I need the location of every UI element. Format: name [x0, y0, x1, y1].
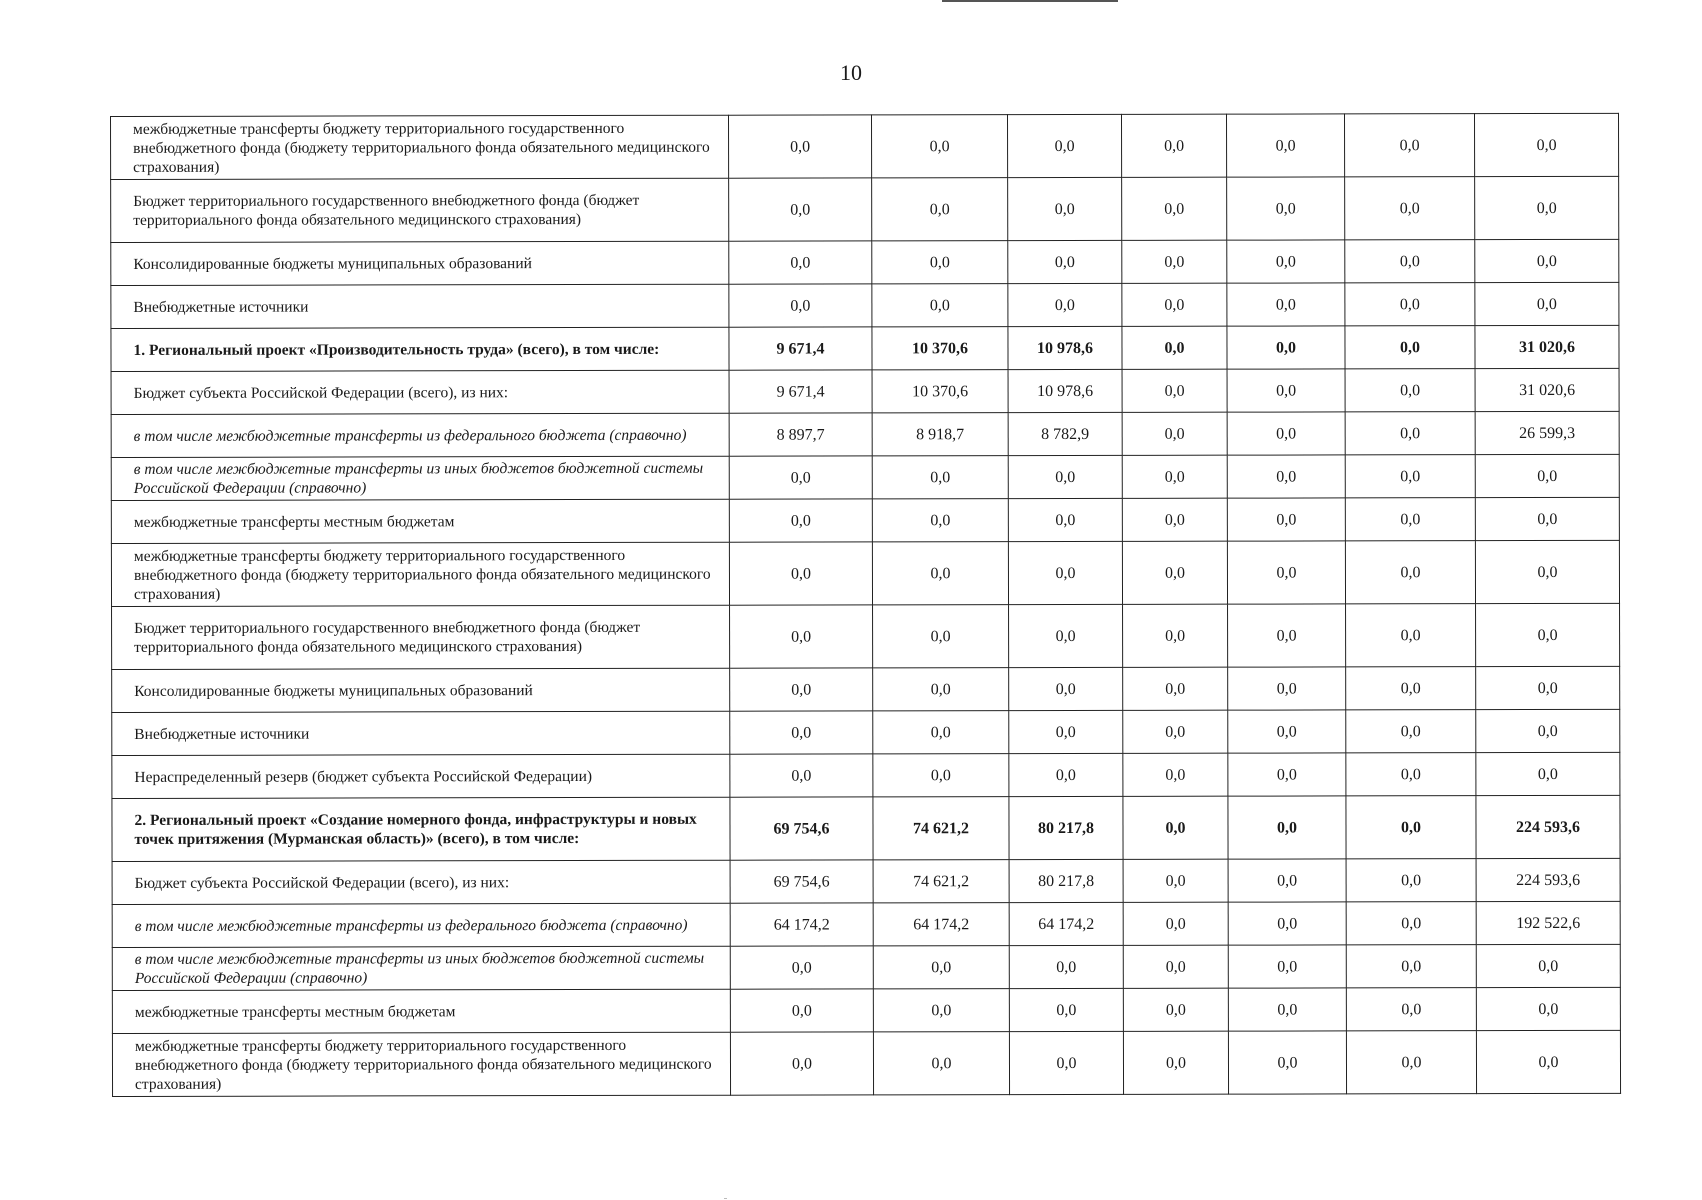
- value-cell: 0,0: [1007, 114, 1121, 177]
- value-cell: 0,0: [1345, 177, 1475, 240]
- value-cell: 10 978,6: [1008, 369, 1122, 412]
- value-cell: 0,0: [1122, 541, 1227, 604]
- value-cell: 0,0: [1009, 667, 1123, 710]
- table-row: [112, 901, 1620, 947]
- value-cell: 0,0: [872, 178, 1008, 241]
- value-cell: 0,0: [1008, 177, 1122, 240]
- table-row: [112, 1030, 1620, 1096]
- value-cell: 0,0: [1228, 604, 1346, 667]
- table-row: [112, 709, 1620, 755]
- value-cell: 74 621,2: [873, 797, 1009, 860]
- total-cell: 224 593,6: [1476, 858, 1620, 901]
- value-cell: 0,0: [1123, 859, 1228, 902]
- total-cell: 0,0: [1476, 603, 1620, 666]
- value-cell: 0,0: [1344, 114, 1474, 177]
- row-label: межбюджетные трансферты местным бюджетам: [111, 499, 729, 543]
- row-label: Бюджет территориального государственного внебюджетного фонда (бюджет территориального фонда обязательного медицинского страхования): [111, 178, 729, 242]
- value-cell: 0,0: [729, 456, 872, 499]
- value-cell: 0,0: [1345, 240, 1475, 283]
- row-label: в том числе межбюджетные трансферты из иных бюджетов бюджетной системы Российской Федерации (справочно): [112, 946, 730, 990]
- table-row: [111, 282, 1619, 328]
- value-cell: 0,0: [1121, 114, 1226, 177]
- total-cell: 0,0: [1476, 1030, 1620, 1093]
- value-cell: 0,0: [1228, 859, 1346, 902]
- value-cell: 0,0: [873, 989, 1009, 1032]
- value-cell: 0,0: [1228, 945, 1346, 988]
- value-cell: 0,0: [1122, 177, 1227, 240]
- value-cell: 0,0: [1009, 945, 1123, 988]
- total-cell: 0,0: [1475, 540, 1619, 603]
- value-cell: 0,0: [1009, 604, 1123, 667]
- total-cell: 31 020,6: [1475, 325, 1619, 368]
- value-cell: 0,0: [1346, 988, 1476, 1031]
- value-cell: 0,0: [729, 542, 872, 605]
- value-cell: 0,0: [1008, 283, 1122, 326]
- row-label: 2. Региональный проект «Создание номерного фонда, инфраструктуры и новых точек притяжения (Мурманская область)» (всего), в том числе:: [112, 797, 730, 861]
- value-cell: 0,0: [1123, 753, 1228, 796]
- row-label: межбюджетные трансферты бюджету территориального государственного внебюджетного фонда (бюджету территориального фонда обязательного медицинского страхования): [112, 1032, 730, 1096]
- table-row: [111, 497, 1619, 543]
- value-cell: 0,0: [1122, 369, 1227, 412]
- table-row: [112, 858, 1620, 904]
- row-label: Консолидированные бюджеты муниципальных образований: [111, 241, 729, 285]
- budget-table: [110, 113, 1621, 1097]
- value-cell: 0,0: [730, 605, 873, 668]
- value-cell: 0,0: [1228, 710, 1346, 753]
- value-cell: 0,0: [1227, 498, 1345, 541]
- value-cell: 0,0: [1123, 945, 1228, 988]
- budget-table-body: [111, 113, 1621, 1096]
- row-label: в том числе межбюджетные трансферты из федерального бюджета (справочно): [112, 903, 730, 947]
- value-cell: 0,0: [1346, 667, 1476, 710]
- value-cell: 0,0: [1227, 240, 1345, 283]
- value-cell: 0,0: [873, 711, 1009, 754]
- value-cell: 0,0: [730, 989, 873, 1032]
- value-cell: 0,0: [1346, 604, 1476, 667]
- value-cell: 0,0: [1228, 902, 1346, 945]
- value-cell: 0,0: [1346, 859, 1476, 902]
- value-cell: 0,0: [729, 499, 872, 542]
- row-label: Бюджет территориального государственного внебюджетного фонда (бюджет территориального фонда обязательного медицинского страхования): [112, 605, 730, 669]
- value-cell: 74 621,2: [873, 860, 1009, 903]
- value-cell: 0,0: [730, 1032, 873, 1095]
- value-cell: 0,0: [1345, 541, 1475, 604]
- value-cell: 0,0: [1345, 283, 1475, 326]
- total-cell: 26 599,3: [1475, 411, 1619, 454]
- value-cell: 0,0: [1346, 945, 1476, 988]
- value-cell: 0,0: [1228, 796, 1346, 859]
- value-cell: 0,0: [729, 284, 872, 327]
- value-cell: 0,0: [1345, 455, 1475, 498]
- table-row: [112, 987, 1620, 1033]
- table-row: [112, 603, 1620, 669]
- table-row-project-total: [112, 795, 1620, 861]
- value-cell: 64 174,2: [730, 903, 873, 946]
- value-cell: 0,0: [1346, 1031, 1476, 1094]
- total-cell: 0,0: [1476, 987, 1620, 1030]
- scan-artifact-line: [942, 0, 1118, 2]
- value-cell: 0,0: [873, 1032, 1009, 1095]
- value-cell: 0,0: [1123, 902, 1228, 945]
- row-label: Внебюджетные источники: [112, 711, 730, 755]
- value-cell: 0,0: [1346, 796, 1476, 859]
- table-row: [111, 368, 1619, 414]
- value-cell: 0,0: [873, 754, 1009, 797]
- total-cell: 0,0: [1476, 709, 1620, 752]
- value-cell: 0,0: [873, 668, 1009, 711]
- value-cell: 0,0: [1346, 902, 1476, 945]
- value-cell: 0,0: [1123, 604, 1228, 667]
- page-number: 10: [840, 60, 862, 85]
- value-cell: 0,0: [1227, 177, 1345, 240]
- value-cell: 9 671,4: [729, 327, 872, 370]
- value-cell: 10 370,6: [872, 327, 1008, 370]
- value-cell: 0,0: [872, 284, 1008, 327]
- value-cell: 0,0: [1122, 498, 1227, 541]
- total-cell: 0,0: [1474, 113, 1618, 176]
- value-cell: 0,0: [1227, 541, 1345, 604]
- value-cell: 0,0: [1008, 240, 1122, 283]
- value-cell: 9 671,4: [729, 370, 872, 413]
- value-cell: 0,0: [873, 946, 1009, 989]
- table-row: [111, 113, 1619, 179]
- value-cell: 0,0: [1345, 369, 1475, 412]
- row-label: межбюджетные трансферты бюджету территориального государственного внебюджетного фонда (бюджету территориального фонда обязательного медицинского страхования): [111, 115, 729, 179]
- value-cell: 0,0: [872, 241, 1008, 284]
- value-cell: 0,0: [1123, 1031, 1228, 1094]
- row-label: 1. Региональный проект «Производительность труда» (всего), в том числе:: [111, 327, 729, 371]
- value-cell: 0,0: [1122, 412, 1227, 455]
- table-row: [112, 944, 1620, 990]
- value-cell: 0,0: [1228, 1031, 1346, 1094]
- row-label: Внебюджетные источники: [111, 284, 729, 328]
- value-cell: 0,0: [1123, 988, 1228, 1031]
- value-cell: 0,0: [872, 456, 1008, 499]
- value-cell: 80 217,8: [1009, 859, 1123, 902]
- value-cell: 0,0: [1228, 988, 1346, 1031]
- value-cell: 0,0: [729, 178, 872, 241]
- row-label: в том числе межбюджетные трансферты из федерального бюджета (справочно): [111, 413, 729, 457]
- value-cell: 0,0: [728, 115, 871, 178]
- total-cell: 224 593,6: [1476, 795, 1620, 858]
- row-label: в том числе межбюджетные трансферты из иных бюджетов бюджетной системы Российской Федерации (справочно): [111, 456, 729, 500]
- value-cell: 0,0: [872, 542, 1008, 605]
- table-row: [111, 176, 1619, 242]
- value-cell: 69 754,6: [730, 860, 873, 903]
- total-cell: 0,0: [1476, 944, 1620, 987]
- value-cell: 0,0: [1123, 710, 1228, 753]
- value-cell: 80 217,8: [1009, 796, 1123, 859]
- value-cell: 0,0: [1227, 412, 1345, 455]
- value-cell: 0,0: [1346, 710, 1476, 753]
- value-cell: 0,0: [1122, 240, 1227, 283]
- value-cell: 0,0: [1227, 369, 1345, 412]
- value-cell: 64 174,2: [1009, 902, 1123, 945]
- value-cell: 0,0: [1227, 455, 1345, 498]
- row-label: межбюджетные трансферты местным бюджетам: [112, 989, 730, 1033]
- table-row: [111, 540, 1619, 606]
- total-cell: 0,0: [1475, 282, 1619, 325]
- total-cell: 31 020,6: [1475, 368, 1619, 411]
- value-cell: 0,0: [1122, 326, 1227, 369]
- row-label: межбюджетные трансферты бюджету территориального государственного внебюджетного фонда (бюджету территориального фонда обязательного медицинского страхования): [111, 542, 729, 606]
- value-cell: 0,0: [1227, 283, 1345, 326]
- value-cell: 0,0: [1346, 753, 1476, 796]
- value-cell: 0,0: [1345, 498, 1475, 541]
- value-cell: 0,0: [730, 668, 873, 711]
- table-row: [112, 666, 1620, 712]
- row-label: Бюджет субъекта Российской Федерации (всего), из них:: [112, 860, 730, 904]
- value-cell: 0,0: [730, 711, 873, 754]
- value-cell: 0,0: [1008, 455, 1122, 498]
- value-cell: 0,0: [1123, 796, 1228, 859]
- total-cell: 0,0: [1475, 497, 1619, 540]
- row-label: Бюджет субъекта Российской Федерации (всего), из них:: [111, 370, 729, 414]
- value-cell: 0,0: [1008, 541, 1122, 604]
- total-cell: 0,0: [1476, 752, 1620, 795]
- value-cell: 0,0: [1228, 667, 1346, 710]
- scan-artifact-dot: [724, 1198, 727, 1199]
- table-row: [112, 752, 1620, 798]
- total-cell: 0,0: [1475, 239, 1619, 282]
- value-cell: 69 754,6: [730, 797, 873, 860]
- value-cell: 8 782,9: [1008, 412, 1122, 455]
- value-cell: 0,0: [1226, 114, 1344, 177]
- value-cell: 0,0: [1123, 667, 1228, 710]
- value-cell: 10 370,6: [872, 370, 1008, 413]
- total-cell: 0,0: [1476, 666, 1620, 709]
- total-cell: 192 522,6: [1476, 901, 1620, 944]
- value-cell: 0,0: [1008, 498, 1122, 541]
- value-cell: 0,0: [729, 241, 872, 284]
- value-cell: 0,0: [873, 605, 1009, 668]
- value-cell: 8 918,7: [872, 413, 1008, 456]
- table-row: [111, 239, 1619, 285]
- value-cell: 0,0: [1228, 753, 1346, 796]
- value-cell: 64 174,2: [873, 903, 1009, 946]
- value-cell: 0,0: [1009, 753, 1123, 796]
- value-cell: 0,0: [730, 754, 873, 797]
- value-cell: 0,0: [730, 946, 873, 989]
- value-cell: 0,0: [872, 499, 1008, 542]
- value-cell: 0,0: [1009, 1031, 1123, 1094]
- row-label: Нераспределенный резерв (бюджет субъекта Российской Федерации): [112, 754, 730, 798]
- value-cell: 8 897,7: [729, 413, 872, 456]
- value-cell: 0,0: [1009, 710, 1123, 753]
- row-label: Консолидированные бюджеты муниципальных образований: [112, 668, 730, 712]
- value-cell: 0,0: [1122, 283, 1227, 326]
- value-cell: 10 978,6: [1008, 326, 1122, 369]
- total-cell: 0,0: [1475, 176, 1619, 239]
- table-row-project-total: [111, 325, 1619, 371]
- value-cell: 0,0: [1227, 326, 1345, 369]
- table-row: [111, 454, 1619, 500]
- table-row: [111, 411, 1619, 457]
- value-cell: 0,0: [1122, 455, 1227, 498]
- value-cell: 0,0: [1009, 988, 1123, 1031]
- value-cell: 0,0: [1345, 412, 1475, 455]
- value-cell: 0,0: [1345, 326, 1475, 369]
- value-cell: 0,0: [871, 115, 1007, 178]
- total-cell: 0,0: [1475, 454, 1619, 497]
